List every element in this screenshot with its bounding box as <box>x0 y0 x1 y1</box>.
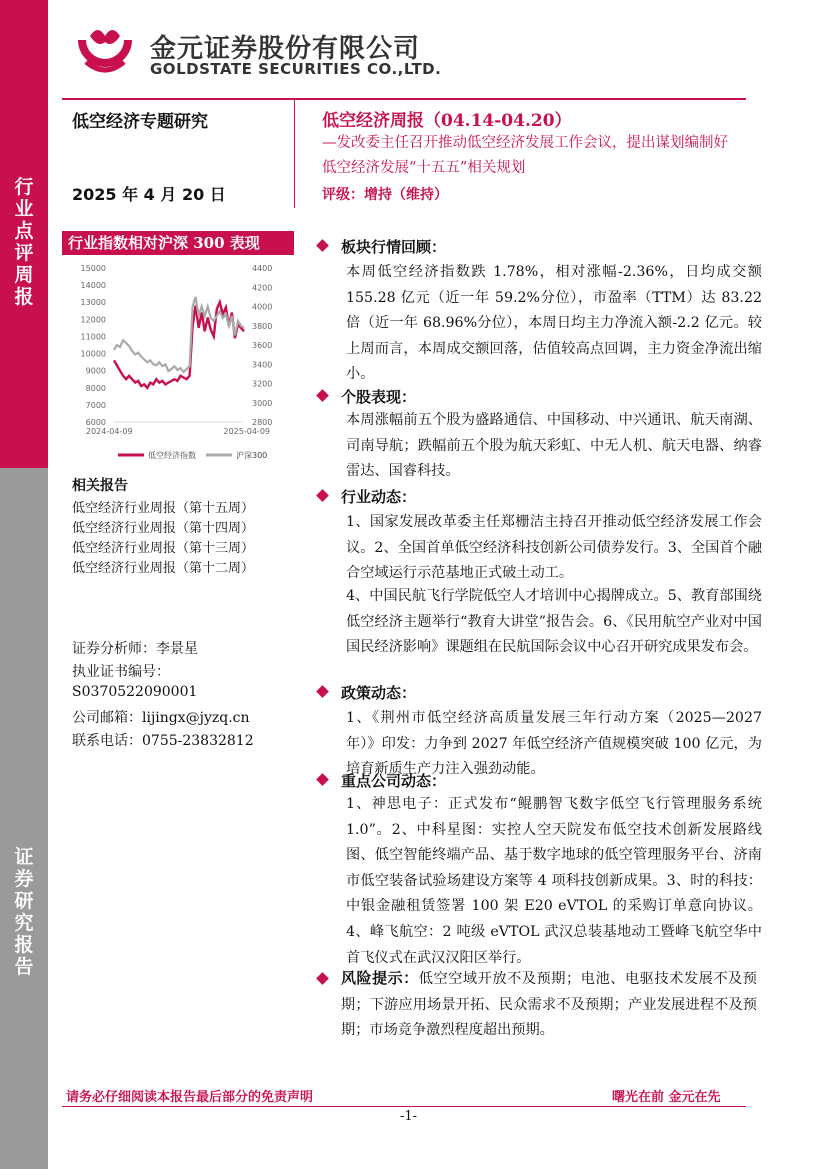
section-paragraph: 1、国家发展改革委主任郑栅洁主持召开推动低空经济发展工作会议。2、全国首单低空经济科技创新公司债券发行。3、全国首个融合空域运行示范基地正式破土动工。 <box>346 514 762 582</box>
slogan-text: 曙光在前 金元在先 <box>612 1090 721 1105</box>
section-head <box>318 682 416 703</box>
section-head-text: 重点公司动态： <box>341 772 447 790</box>
related-report-link[interactable]: 低空经济行业周报（第十三周） <box>72 541 255 556</box>
left-axis-tick-label: 14000 <box>80 281 106 291</box>
sidebar-char: 券 <box>14 868 34 890</box>
section-paragraph: 4、中国民航飞行学院低空人才培训中心揭牌成立。5、教育部围绕低空经济主题举行“教育大讲堂”报告会。6、《民用航空产业对中国国民经济影响》课题组在民航国际会议中心召开研究成果发布会。 <box>346 588 762 656</box>
analyst-name: 证券分析师：李景星 <box>72 641 198 657</box>
section-paragraph: 1、神思电子：正式发布“鲲鹏智飞数字低空飞行管理服务系统 1.0”。2、中科星图：实控人空天院发布低空技术创新发展路线图、低空智能终端产品、基于数字地球的低空管理服务平台、济南市低空装备试验场建设方案等 4 项科技创新成果。3、时的科技：中银金融租赁签署 100 架 E20 eVTOL 的采购订单意向协议。4、峰飞航空：2 吨级 eVTOL 武汉总装基地动工暨峰飞航空华中首飞仪式在武汉汉阳区举行。 <box>346 796 762 966</box>
related-report-link[interactable]: 低空经济行业周报（第十二周） <box>72 561 255 576</box>
left-axis-tick-label: 10000 <box>80 349 106 359</box>
diamond-bullet-icon <box>316 685 329 698</box>
left-axis-tick-label: 13000 <box>80 298 106 308</box>
right-axis-tick-label: 3400 <box>252 360 273 370</box>
sidebar-char: 周 <box>14 264 34 286</box>
diamond-bullet-icon <box>316 389 329 402</box>
company-name-en: GOLDSTATE SECURITIES CO.,LTD. <box>150 60 442 78</box>
section-head <box>318 386 416 407</box>
analyst-cert-number: S0370522090001 <box>72 684 198 700</box>
left-axis-tick-label: 9000 <box>85 366 106 376</box>
sidebar-char: 报 <box>14 934 34 956</box>
sidebar-char: 业 <box>14 198 34 220</box>
company-logo-icon <box>72 22 138 78</box>
section-head <box>318 486 416 507</box>
related-reports-title: 相关报告 <box>72 478 128 494</box>
footer-divider <box>62 1106 746 1107</box>
related-report-link[interactable]: 低空经济行业周报（第十四周） <box>72 521 255 536</box>
analyst-phone: 联系电话：0755-23832812 <box>72 733 254 749</box>
section-head-text: 政策动态： <box>341 684 417 702</box>
sidebar-char: 究 <box>14 912 34 934</box>
sidebar-char: 行 <box>14 176 34 198</box>
right-axis-tick-label: 3000 <box>252 398 273 408</box>
sidebar-bottom-band <box>0 468 48 1169</box>
legend-label: 低空经济指数 <box>148 451 196 460</box>
report-subtitle: —发改委主任召开推动低空经济发展工作会议，提出谋划编制好低空经济发展“十五五”相关规划 <box>322 135 728 176</box>
right-axis-tick-label: 2800 <box>252 418 273 427</box>
page-number: -1- <box>400 1109 418 1124</box>
x-axis-tick-label: 2024-04-09 <box>86 427 133 436</box>
x-axis-tick-label: 2025-04-09 <box>223 427 270 436</box>
disclaimer-text: 请务必仔细阅读本报告最后部分的免责声明 <box>66 1090 314 1105</box>
section-paragraph: 低空空域开放不及预期；电池、电驱技术发展不及预期；下游应用场景开拓、民众需求不及预期；产业发展进程不及预期；市场竞争激烈程度超出预期。 <box>341 971 757 1039</box>
sidebar-char: 评 <box>14 242 34 264</box>
left-axis-tick-label: 8000 <box>85 383 106 393</box>
analyst-email: 公司邮箱：lijingx@jyzq.cn <box>72 710 250 726</box>
section-head <box>318 236 446 257</box>
right-axis-tick-label: 3600 <box>252 341 273 350</box>
section-head <box>318 770 446 791</box>
section-paragraph: 本周低空经济指数跌 1.78%，相对涨幅-2.36%，日均成交额 155.28 亿元（近一年 59.2%分位），市盈率（TTM）达 83.22 倍（近一年 68.96%分位），本周日均主力净流入额-2.2 亿元。较上周而言，本周成交额回落，估值较高点回调，主力资金净流出缩小。 <box>346 264 762 383</box>
diamond-bullet-icon <box>316 773 329 786</box>
index-performance-chart <box>62 258 294 468</box>
series-title: 低空经济专题研究 <box>72 112 208 132</box>
legend-label: 沪深300 <box>236 451 268 460</box>
section-head-text: 个股表现： <box>341 388 417 406</box>
report-title: 低空经济周报（04.14-04.20） <box>322 111 572 131</box>
sidebar-top-label <box>0 176 48 308</box>
diamond-bullet-icon <box>316 239 329 252</box>
section-head-text: 风险提示： <box>341 969 419 987</box>
diamond-bullet-icon <box>316 972 329 985</box>
left-axis-tick-label: 6000 <box>85 418 106 427</box>
right-axis-tick-label: 4000 <box>252 302 273 312</box>
chart-title: 行业指数相对沪深 300 表现 <box>62 231 294 255</box>
sidebar-char: 点 <box>14 220 34 242</box>
section-paragraph: 1、《荆州市低空经济高质量发展三年行动方案（2025—2027 年）》印发：力争到 2027 年低空经济产值规模突破 100 亿元，为培育新质生产力注入强劲动能。 <box>346 710 762 778</box>
diamond-bullet-icon <box>316 489 329 502</box>
sidebar-bottom-label <box>0 846 48 978</box>
report-date: 2025 年 4 月 20 日 <box>72 185 226 204</box>
left-axis-tick-label: 12000 <box>80 315 106 325</box>
left-axis-tick-label: 7000 <box>85 400 106 410</box>
sidebar-char: 研 <box>14 890 34 912</box>
sidebar-char: 证 <box>14 846 34 868</box>
right-axis-tick-label: 3800 <box>252 321 273 331</box>
company-name-cn: 金元证券股份有限公司 <box>150 34 421 64</box>
section-head <box>318 966 764 1044</box>
right-axis-tick-label: 4400 <box>252 264 273 273</box>
section-head-text: 板块行情回顾： <box>341 238 447 256</box>
sidebar-char: 报 <box>14 286 34 308</box>
right-axis-tick-label: 3200 <box>252 379 273 389</box>
right-axis-tick-label: 4200 <box>252 283 273 293</box>
section-head-text: 行业动态： <box>341 488 417 506</box>
section-paragraph: 本周涨幅前五个股为盛路通信、中国移动、中兴通讯、航天南湖、司南导航；跌幅前五个股为航天彩虹、中无人机、航天电器、纳睿雷达、国睿科技。 <box>346 412 762 480</box>
left-axis-tick-label: 11000 <box>80 332 106 342</box>
left-axis-tick-label: 15000 <box>80 264 106 273</box>
rating: 评级：增持（维持） <box>322 187 448 203</box>
analyst-cert-label: 执业证书编号： <box>72 664 170 680</box>
related-report-link[interactable]: 低空经济行业周报（第十五周） <box>72 501 255 516</box>
sidebar-char: 告 <box>14 956 34 978</box>
